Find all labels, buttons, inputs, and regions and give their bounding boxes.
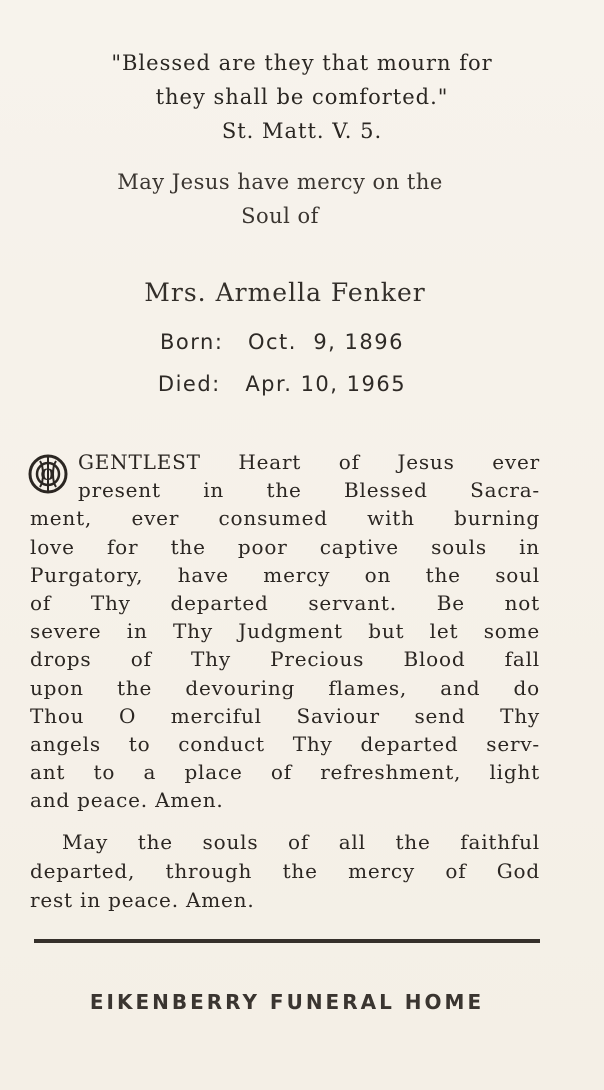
prayer-line: GENTLEST Heart of Jesus ever <box>78 450 540 474</box>
prayer-line: Purgatory, have mercy on the soul <box>30 562 540 587</box>
mercy-line-1: May Jesus have mercy on the <box>117 170 443 194</box>
prayer-paragraph <box>30 448 540 815</box>
died-date: Apr. 10, 1965 <box>245 372 407 396</box>
mercy-line-2: Soul of <box>241 204 319 228</box>
ornate-initial-letter: O <box>40 465 56 484</box>
prayer-line: ment, ever consumed with burning <box>30 506 540 531</box>
prayer-line: upon the devouring flames, and do <box>30 675 540 700</box>
scripture-quote <box>0 46 604 148</box>
prayer-line: of Thy departed servant. Be not <box>30 591 540 616</box>
prayer-line: love for the poor captive souls in <box>30 534 540 559</box>
closing-line: May the souls of all the faithful <box>62 830 540 854</box>
prayer-line: present in the Blessed Sacra- <box>78 478 540 503</box>
ornate-initial <box>26 452 70 496</box>
quote-line-1: "Blessed are they that mourn for <box>111 51 493 75</box>
closing-prayer <box>30 828 540 915</box>
closing-line: departed, through the mercy of God <box>30 859 540 883</box>
died-line <box>0 372 564 396</box>
prayer-line: angels to conduct Thy departed serv- <box>30 732 540 757</box>
prayer-line: and peace. Amen. <box>30 788 224 813</box>
ornate-initial-icon <box>27 453 69 495</box>
prayer-line: severe in Thy Judgment but let some <box>30 619 540 644</box>
quote-line-2: they shall be comforted." <box>155 85 449 109</box>
quote-citation: St. Matt. V. 5. <box>221 119 383 143</box>
prayer-line: drops of Thy Precious Blood fall <box>30 647 540 672</box>
born-line <box>0 330 564 354</box>
born-label: Born: <box>160 330 224 354</box>
deceased-name: Mrs. Armella Fenker <box>144 278 426 307</box>
born-date: Oct. 9, 1896 <box>247 330 404 354</box>
died-label: Died: <box>157 372 221 396</box>
funeral-home-name: EIKENBERRY FUNERAL HOME <box>89 990 485 1014</box>
prayer-line: ant to a place of refreshment, light <box>30 760 540 785</box>
mercy-invocation <box>0 165 560 233</box>
divider-rule <box>34 939 540 943</box>
prayer-line: Thou O merciful Saviour send Thy <box>30 703 540 728</box>
closing-line: rest in peace. Amen. <box>30 888 255 912</box>
